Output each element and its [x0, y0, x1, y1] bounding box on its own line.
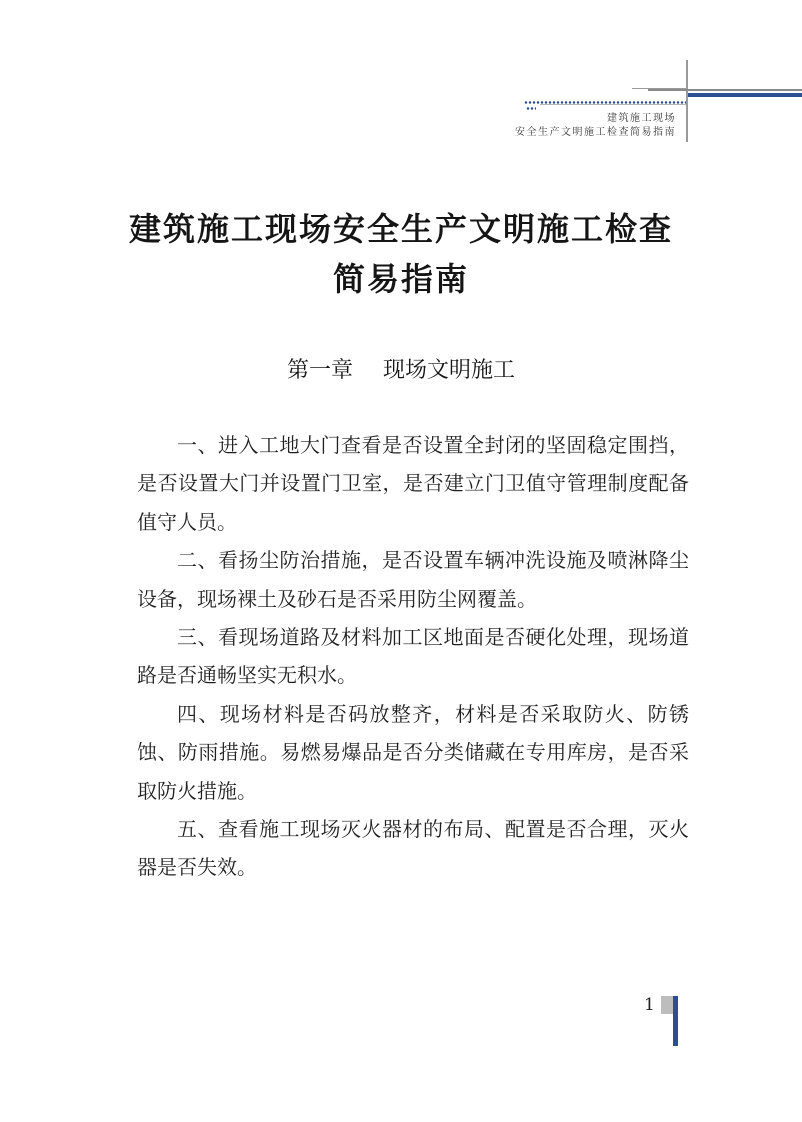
- paragraph-4: 四、现场材料是否码放整齐，材料是否采取防火、防锈蚀、防雨措施。易燃易爆品是否分类储藏在专用库房，是否采取防火措施。: [137, 701, 689, 803]
- chapter-number: 第一章: [286, 358, 353, 383]
- paragraph-5: 五、查看施工现场灭火器材的布局、配置是否合理，灭火器是否失效。: [137, 817, 689, 880]
- page-tab-blue: [673, 996, 678, 1046]
- header-dotted-accent: [526, 107, 536, 110]
- document-title: [0, 204, 802, 304]
- document-title-line-1: 建筑施工现场安全生产文明施工检查: [128, 210, 673, 248]
- running-header-line-1: 建筑施工现场: [607, 113, 676, 124]
- body-text: [137, 426, 689, 887]
- document-title-line-2: 简易指南: [332, 260, 469, 298]
- running-header-line-2: 安全生产文明施工检查简易指南: [515, 127, 676, 138]
- header-vertical-rule: [686, 60, 688, 142]
- header-blue-band: [688, 93, 802, 97]
- chapter-heading: [0, 354, 802, 388]
- page-tab-gray: [661, 996, 673, 1014]
- paragraph-2: 二、看扬尘防治措施，是否设置车辆冲洗设施及喷淋降尘设备，现场裸土及砂石是否采用防尘网覆盖。: [137, 548, 689, 611]
- paragraph-1: 一、进入工地大门查看是否设置全封闭的坚固稳定围挡，是否设置大门并设置门卫室，是否建立门卫值守管理制度配备值守人员。: [137, 433, 689, 534]
- chapter-name: 现场文明施工: [383, 358, 516, 383]
- header-gray-band: [648, 89, 802, 91]
- page-number: 1: [644, 995, 655, 1015]
- running-header: [515, 112, 676, 140]
- paragraph-3: 三、看现场道路及材料加工区地面是否硬化处理，现场道路是否通畅坚实无积水。: [137, 625, 689, 688]
- header-gray-line: [540, 104, 686, 105]
